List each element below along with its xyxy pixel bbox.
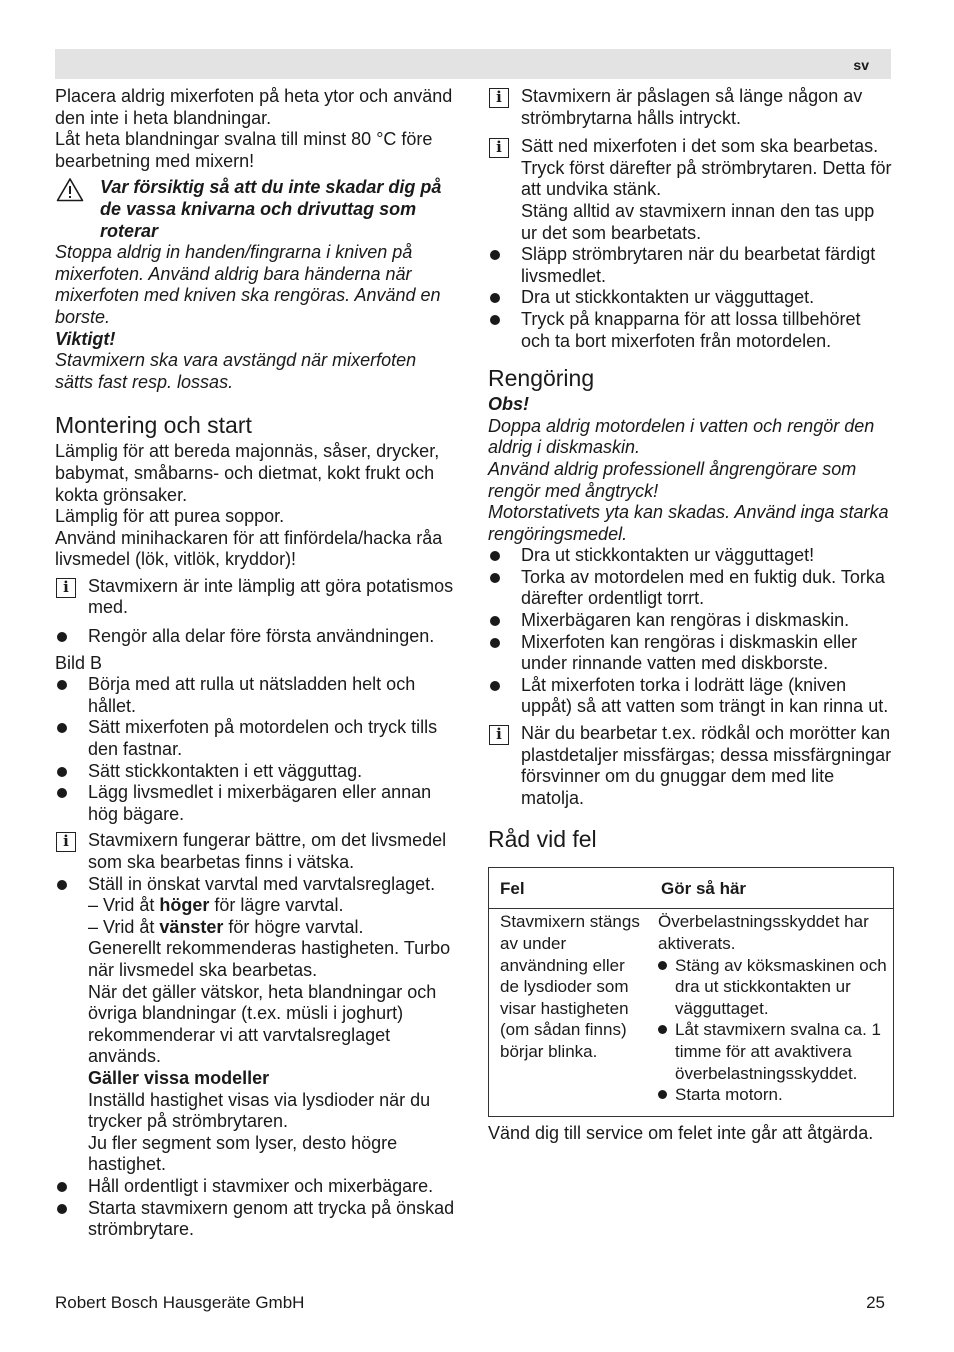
- list-item-text: Tryck på knapparna för att lossa tillbehöret och ta bort mixerfoten från motordelen.: [521, 308, 861, 351]
- speed-right-line: – Vrid åt höger för lägre varvtal.: [88, 895, 344, 916]
- list-item: [488, 675, 894, 718]
- table-row: [489, 909, 893, 1115]
- section-title-cleaning: Rengöring: [488, 365, 595, 392]
- troubleshooting-table: [488, 867, 894, 1116]
- table-header-fault: Fel: [500, 878, 525, 898]
- list-item: [55, 1198, 455, 1241]
- warning-block: [55, 177, 455, 242]
- list-item-text: Börja med att rulla ut nätsladden helt och hållet.: [88, 674, 416, 716]
- service-text: Vänd dig till service om felet inte går att åtgärda.: [488, 1122, 874, 1143]
- models-text: Inställd hastighet visas via lysdioder när du trycker på strömbrytaren. Ju fler segment som lyser, desto högre hastighet.: [88, 1089, 431, 1175]
- list-item-text: Släpp strömbrytaren när du bearbetat färdigt livsmedlet.: [521, 244, 876, 286]
- list-item-text: Rengör alla delar före första användningen.: [88, 626, 435, 647]
- table-header-remedy: Gör så här: [661, 878, 747, 898]
- info-note-text: Stavmixern är inte lämplig att göra potatismos med.: [88, 575, 454, 618]
- important-text: Stavmixern ska vara avstängd när mixerfoten sätts fast resp. lossas.: [55, 350, 417, 392]
- models-label: Gäller vissa modeller: [88, 1067, 270, 1088]
- left-column: [55, 86, 455, 1241]
- warning-triangle-icon: [56, 177, 84, 202]
- obs-text: Doppa aldrig motordelen i vatten och rengör den aldrig i diskmaskin. Använd aldrig professionell ångrengörare som rengör med ångtryck! Motorstativets yta kan skadas. Använd inga starka rengöringsmedel.: [488, 415, 889, 544]
- list-item-text: Sätt mixerfoten på motordelen och tryck tills den fastnar.: [88, 717, 438, 760]
- list-item-text: Lägg livsmedlet i mixerbägaren eller annan hög bägare.: [88, 782, 432, 824]
- list-item-text: Torka av motordelen med en fuktig duk. Torka därefter ordentligt torrt.: [521, 566, 885, 609]
- info-note-text: När du bearbetar t.ex. rödkål och morötter kan plastdetaljer missfärgas; dessa missfärgningar försvinner om du gnuggar dem med lite matolja.: [521, 723, 892, 808]
- warning-text: Stoppa aldrig in handen/fingrarna i kniven på mixerfoten. Använd aldrig bara händerna när mixerfoten med kniven ska rengöras. Använd en borste.: [55, 242, 441, 327]
- list-item-text: Ställ in önskat varvtal med varvtalsreglaget.: [88, 873, 436, 894]
- list-item: [488, 244, 894, 287]
- info-note: [55, 576, 455, 619]
- info-icon: i: [489, 138, 509, 158]
- list-item: [55, 1176, 455, 1198]
- obs-label: Obs!: [488, 394, 530, 415]
- language-code: sv: [853, 57, 869, 73]
- info-note: [488, 86, 894, 129]
- list-item-text: Dra ut stickkontakten ur vägguttaget!: [521, 545, 815, 566]
- list-item: [55, 717, 455, 760]
- important-label: Viktigt!: [55, 328, 116, 349]
- list-item-text: Starta stavmixern genom att trycka på önskad strömbrytare.: [88, 1197, 455, 1240]
- list-item: Stäng av köksmaskinen och dra ut stickkontakten ur vägguttaget.: [658, 955, 889, 1020]
- list-item-text: Mixerbägaren kan rengöras i diskmaskin.: [521, 610, 850, 631]
- figure-reference: Bild B: [55, 652, 103, 673]
- table-cell-remedy: [658, 911, 893, 1105]
- list-item: Starta motorn.: [658, 1084, 889, 1106]
- list-item: [488, 545, 894, 567]
- list-item: [488, 309, 894, 352]
- list-item: [55, 761, 455, 783]
- info-icon: i: [489, 88, 509, 108]
- section-title-troubleshooting: Råd vid fel: [488, 826, 597, 853]
- footer-company: Robert Bosch Hausgeräte GmbH: [55, 1293, 305, 1312]
- info-note: [488, 136, 894, 244]
- info-note-text: Sätt ned mixerfoten i det som ska bearbetas. Tryck först därefter på strömbrytaren. Detta för att undvika stänk. Stäng alltid av stavmixern innan den tas upp ur det som bearbetats.: [521, 136, 892, 243]
- info-note: [488, 723, 894, 809]
- speed-text: Generellt rekommenderas hastigheten. Turbo när livsmedel ska bearbetas. När det gäller vätskor, heta blandningar och övriga blandningar (t.ex. müsli i joghurt) rekommenderar vi att varvtalsreglaget används.: [88, 938, 451, 1067]
- info-note-text: Stavmixern fungerar bättre, om det livsmedel som ska bearbetas finns i vätska.: [88, 830, 447, 872]
- list-item: [488, 632, 894, 675]
- list-item: [55, 874, 455, 1176]
- list-item: [55, 674, 455, 717]
- list-item: [488, 287, 894, 309]
- right-column: [488, 86, 894, 1144]
- intro-text: Placera aldrig mixerfoten på heta ytor och använd den inte i heta blandningar. Låt heta blandningar svalna till minst 80 °C före bearbetning med mixern!: [55, 86, 453, 171]
- page-number: 25: [866, 1293, 885, 1312]
- warning-title: Var försiktig så att du inte skadar dig på de vassa knivarna och drivuttag som roterar: [100, 177, 442, 241]
- info-note-text: Stavmixern är påslagen så länge någon av strömbrytarna hålls intryckt.: [521, 86, 863, 128]
- remedy-intro: Överbelastningsskyddet har aktiverats.: [658, 912, 869, 953]
- list-item-text: Håll ordentligt i stavmixer och mixerbägare.: [88, 1175, 434, 1196]
- list-item-text: Mixerfoten kan rengöras i diskmaskin eller under rinnande vatten med diskborste.: [521, 631, 858, 674]
- list-item-text: Sätt stickkontakten i ett vägguttag.: [88, 760, 363, 781]
- list-item-text: Dra ut stickkontakten ur vägguttaget.: [521, 287, 815, 308]
- info-note: [55, 830, 455, 873]
- list-item: [488, 610, 894, 632]
- list-item: [488, 567, 894, 610]
- table-cell-fault: Stavmixern stängs av under användning eller de lysdioder som visar hastigheten (om sådan finns) börjar blinka.: [500, 912, 640, 1061]
- list-item: Låt stavmixern svalna ca. 1 timme för att avaktivera överbelastningsskyddet.: [658, 1019, 889, 1084]
- table-header-row: [489, 868, 893, 909]
- info-icon: i: [56, 832, 76, 852]
- list-item-text: Låt mixerfoten torka i lodrätt läge (kniven uppåt) så att vatten som trängt in kan rinna ut.: [521, 674, 889, 717]
- section-title-assembly: Montering och start: [55, 412, 252, 439]
- suitability-text-2: Lämplig för att purea soppor.: [55, 506, 285, 527]
- speed-left-line: – Vrid åt vänster för högre varvtal.: [88, 916, 364, 937]
- suitability-text-1: Lämplig för att bereda majonnäs, såser, drycker, babymat, småbarns- och dietmat, kokt frukt och kokta grönsaker.: [55, 441, 440, 505]
- info-icon: i: [56, 578, 76, 598]
- suitability-text-3: Använd minihackaren för att finfördela/hacka råa livsmedel (lök, vitlök, kryddor)!: [55, 527, 443, 570]
- header-bar: [55, 49, 891, 79]
- list-item: [55, 626, 455, 648]
- info-icon: i: [489, 725, 509, 745]
- list-item: [55, 782, 455, 825]
